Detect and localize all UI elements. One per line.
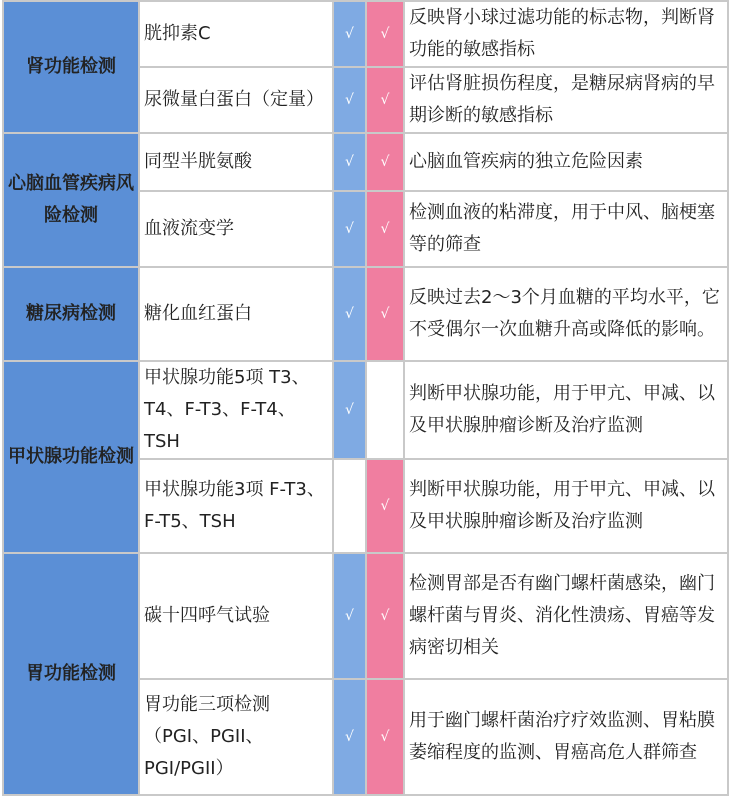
item-description: 判断甲状腺功能，用于甲亢、甲减、以及甲状腺肿瘤诊断及治疗监测: [404, 459, 728, 553]
item-description: 反映过去2～3个月血糖的平均水平，它不受偶尔一次血糖升高或降低的影响。: [404, 267, 728, 361]
check-blue-icon: √: [333, 133, 366, 191]
check-blue-icon: √: [333, 67, 366, 133]
item-name: 胃功能三项检测（PGI、PGII、PGI/PGII）: [139, 679, 333, 795]
item-name: 血液流变学: [139, 191, 333, 267]
check-blue-icon: √: [333, 679, 366, 795]
check-pink-icon: √: [366, 459, 404, 553]
item-description: 心脑血管疾病的独立危险因素: [404, 133, 728, 191]
item-name: 同型半胱氨酸: [139, 133, 333, 191]
table-row: [3, 267, 728, 361]
table-row: [3, 1, 728, 67]
table-row: [3, 361, 728, 459]
item-description: 评估肾脏损伤程度，是糖尿病肾病的早期诊断的敏感指标: [404, 67, 728, 133]
category-cell: 甲状腺功能检测: [3, 361, 139, 553]
check-blue-icon: √: [333, 267, 366, 361]
item-name: 甲状腺功能3项 F-T3、F-T5、TSH: [139, 459, 333, 553]
item-name: 胱抑素C: [139, 1, 333, 67]
check-pink-icon: √: [366, 1, 404, 67]
category-cell: 心脑血管疾病风险检测: [3, 133, 139, 267]
item-description: 检测血液的粘滞度，用于中风、脑梗塞等的筛查: [404, 191, 728, 267]
check-pink-icon: √: [366, 679, 404, 795]
table-row: [3, 553, 728, 679]
table-row: [3, 133, 728, 191]
item-name: 碳十四呼气试验: [139, 553, 333, 679]
check-blue-icon: √: [333, 191, 366, 267]
category-cell: 糖尿病检测: [3, 267, 139, 361]
category-cell: 肾功能检测: [3, 1, 139, 133]
item-description: 用于幽门螺杆菌治疗疗效监测、胃粘膜萎缩程度的监测、胃癌高危人群筛查: [404, 679, 728, 795]
check-blue-empty: [333, 459, 366, 553]
check-pink-icon: √: [366, 67, 404, 133]
item-name: 糖化血红蛋白: [139, 267, 333, 361]
item-name: 尿微量白蛋白（定量）: [139, 67, 333, 133]
check-pink-icon: √: [366, 191, 404, 267]
check-blue-icon: √: [333, 553, 366, 679]
check-blue-icon: √: [333, 361, 366, 459]
check-pink-icon: √: [366, 267, 404, 361]
category-cell: 胃功能检测: [3, 553, 139, 795]
check-pink-icon: √: [366, 133, 404, 191]
check-pink-empty: [366, 361, 404, 459]
item-name: 甲状腺功能5项 T3、T4、F-T3、F-T4、TSH: [139, 361, 333, 459]
health-check-table: [2, 0, 729, 796]
check-pink-icon: √: [366, 553, 404, 679]
item-description: 判断甲状腺功能，用于甲亢、甲减、以及甲状腺肿瘤诊断及治疗监测: [404, 361, 728, 459]
check-blue-icon: √: [333, 1, 366, 67]
item-description: 检测胃部是否有幽门螺杆菌感染，幽门螺杆菌与胃炎、消化性溃疡、胃癌等发病密切相关: [404, 553, 728, 679]
item-description: 反映肾小球过滤功能的标志物，判断肾功能的敏感指标: [404, 1, 728, 67]
